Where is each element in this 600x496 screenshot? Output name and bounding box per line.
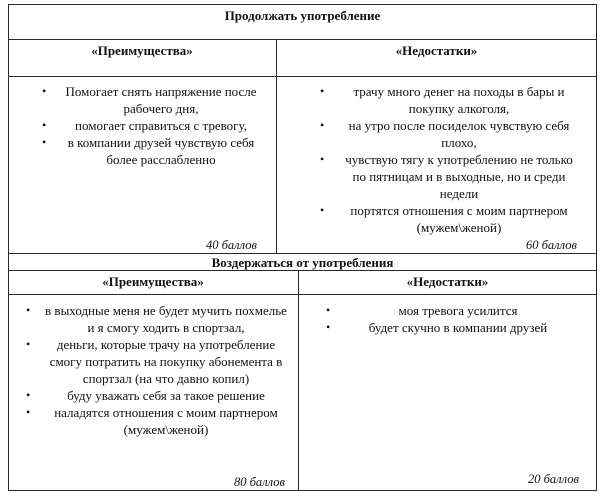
row-divider [8, 39, 597, 40]
row-divider [8, 76, 597, 77]
score-abstain-pros: 80 баллов [234, 475, 285, 489]
pros-header-continue: «Преимущества» [91, 43, 193, 58]
score-continue-cons: 60 баллов [526, 238, 577, 252]
list-item: • в компании друзей чувствую себя более расслабленно [56, 134, 266, 168]
list-item: • деньги, которые трачу на употребление смогу потратить на покупку абонемента в спортзал (на что давно копил) [40, 336, 292, 387]
table-border-bottom [8, 490, 597, 491]
cons-header-abstain: «Недостатки» [406, 274, 489, 289]
row-divider [8, 253, 597, 254]
cons-header-continue: «Недостатки» [395, 43, 478, 58]
list-item: • чувствую тягу к употреблению не только по пятницам и в выходные, но и среди недели [334, 151, 584, 202]
pros-list-abstain [40, 302, 292, 438]
list-item: • будет скучно в компании друзей [340, 319, 576, 336]
column-divider [276, 39, 277, 254]
pros-list-continue [56, 83, 266, 168]
list-item: • буду уважать себя за такое решение [40, 387, 292, 404]
table-border-left [8, 4, 9, 491]
row-divider [8, 294, 597, 295]
list-item: • трачу много денег на походы в бары и покупку алкоголя, [334, 83, 584, 117]
section-title-continue: Продолжать употребление [224, 8, 381, 23]
table-border-right [596, 4, 597, 491]
list-item: • в выходные меня не будет мучить похмелье и я смогу ходить в спортзал, [40, 302, 292, 336]
list-item: • наладятся отношения с моим партнером (мужем\женой) [40, 404, 292, 438]
list-item: • моя тревога усилится [340, 302, 576, 319]
section-title-abstain: Воздержаться от употребления [211, 255, 394, 270]
cons-list-continue [334, 83, 584, 236]
column-divider [298, 270, 299, 491]
list-item: • Помогает снять напряжение после рабочего дня, [56, 83, 266, 117]
pros-header-abstain: «Преимущества» [102, 274, 204, 289]
score-abstain-cons: 20 баллов [528, 472, 579, 486]
list-item: • на утро после посиделок чувствую себя плохо, [334, 117, 584, 151]
table-border-top [8, 4, 597, 5]
list-item: • портятся отношения с моим партнером (мужем\женой) [334, 202, 584, 236]
list-item: • помогает справиться с тревогу, [56, 117, 266, 134]
score-continue-pros: 40 баллов [206, 238, 257, 252]
cons-list-abstain [340, 302, 576, 336]
